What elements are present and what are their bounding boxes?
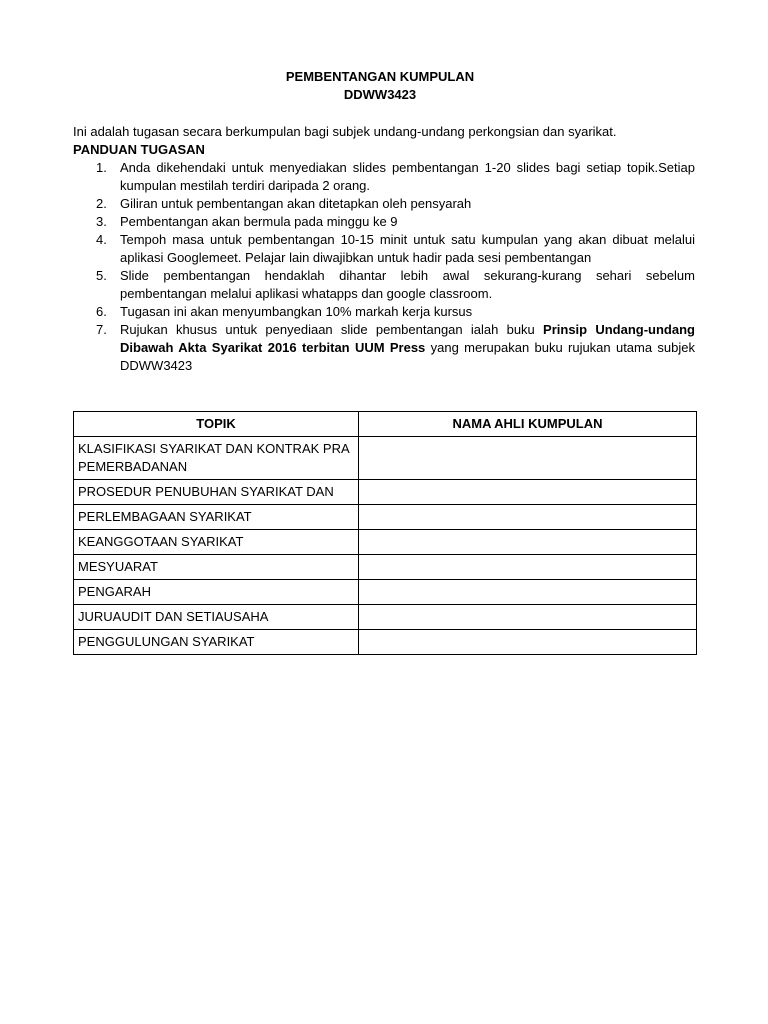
members-cell[interactable]	[359, 530, 697, 555]
topic-cell: PROSEDUR PENUBUHAN SYARIKAT DAN	[74, 480, 359, 505]
instruction-number: 3.	[96, 214, 107, 229]
members-cell[interactable]	[359, 580, 697, 605]
reference-book-title: Prinsip Undang-undang Dibawah Akta Syarikat 2016 terbitan UUM Press	[120, 322, 695, 355]
table-row	[74, 630, 697, 655]
guide-heading: PANDUAN TUGASAN	[73, 142, 205, 157]
instruction-text-before: Rujukan khusus untuk penyediaan slide pembentangan ialah buku	[120, 322, 544, 337]
instruction-item	[96, 159, 695, 195]
document-title: PEMBENTANGAN KUMPULAN	[285, 69, 475, 84]
instruction-item	[96, 195, 695, 213]
instruction-item	[96, 267, 695, 303]
table-row	[74, 480, 697, 505]
instruction-text: Slide pembentangan hendaklah dihantar lebih awal sekurang-kurang sehari sebelum pembentangan melalui aplikasi whatapps dan google classroom.	[120, 268, 695, 301]
instruction-number: 5.	[96, 268, 107, 283]
instruction-number: 7.	[96, 322, 107, 337]
members-cell[interactable]	[359, 605, 697, 630]
instruction-text-after: yang merupakan buku rujukan utama subjek DDWW3423	[120, 340, 695, 373]
topic-table	[73, 411, 697, 655]
table-row	[74, 530, 697, 555]
table-header-row	[74, 412, 697, 437]
instruction-text: Giliran untuk pembentangan akan ditetapkan oleh pensyarah	[120, 196, 472, 211]
instruction-number: 2.	[96, 196, 107, 211]
table-row	[74, 437, 697, 480]
instruction-item	[96, 213, 695, 231]
instruction-item	[96, 321, 695, 375]
table-row	[74, 505, 697, 530]
table-row	[74, 555, 697, 580]
instruction-text: Pembentangan akan bermula pada minggu ke 9	[120, 214, 398, 229]
topic-cell: PENGARAH	[74, 580, 359, 605]
header-topik: TOPIK	[74, 412, 359, 437]
topic-cell: JURUAUDIT DAN SETIAUSAHA	[74, 605, 359, 630]
members-cell[interactable]	[359, 555, 697, 580]
instruction-number: 4.	[96, 232, 107, 247]
instruction-text: Anda dikehendaki untuk menyediakan slides pembentangan 1-20 slides bagi setiap topik.Setiap kumpulan mestilah terdiri daripada 2 orang.	[120, 160, 695, 193]
title-block	[73, 68, 695, 104]
instruction-text: Tempoh masa untuk pembentangan 10-15 minit untuk satu kumpulan yang akan dibuat melalui aplikasi Googlemeet. Pelajar lain diwajibkan untuk hadir pada sesi pembentangan	[120, 232, 695, 265]
table-row	[74, 605, 697, 630]
document-page	[73, 68, 695, 655]
header-nama-ahli: NAMA AHLI KUMPULAN	[359, 412, 697, 437]
table-row	[74, 580, 697, 605]
members-cell[interactable]	[359, 630, 697, 655]
instruction-number: 1.	[96, 160, 107, 175]
topic-cell: MESYUARAT	[74, 555, 359, 580]
instruction-item	[96, 231, 695, 267]
topic-cell: PERLEMBAGAAN SYARIKAT	[74, 505, 359, 530]
topic-cell: KEANGGOTAAN SYARIKAT	[74, 530, 359, 555]
topic-cell: PENGGULUNGAN SYARIKAT	[74, 630, 359, 655]
course-code: DDWW3423	[343, 87, 417, 102]
members-cell[interactable]	[359, 437, 697, 480]
instruction-text: Tugasan ini akan menyumbangkan 10% markah kerja kursus	[120, 304, 473, 319]
members-cell[interactable]	[359, 505, 697, 530]
instruction-list	[73, 159, 695, 375]
instruction-item	[96, 303, 695, 321]
intro-paragraph: Ini adalah tugasan secara berkumpulan bagi subjek undang-undang perkongsian dan syarikat.	[73, 124, 617, 139]
topic-cell: KLASIFIKASI SYARIKAT DAN KONTRAK PRA PEMERBADANAN	[74, 437, 359, 480]
instruction-number: 6.	[96, 304, 107, 319]
members-cell[interactable]	[359, 480, 697, 505]
